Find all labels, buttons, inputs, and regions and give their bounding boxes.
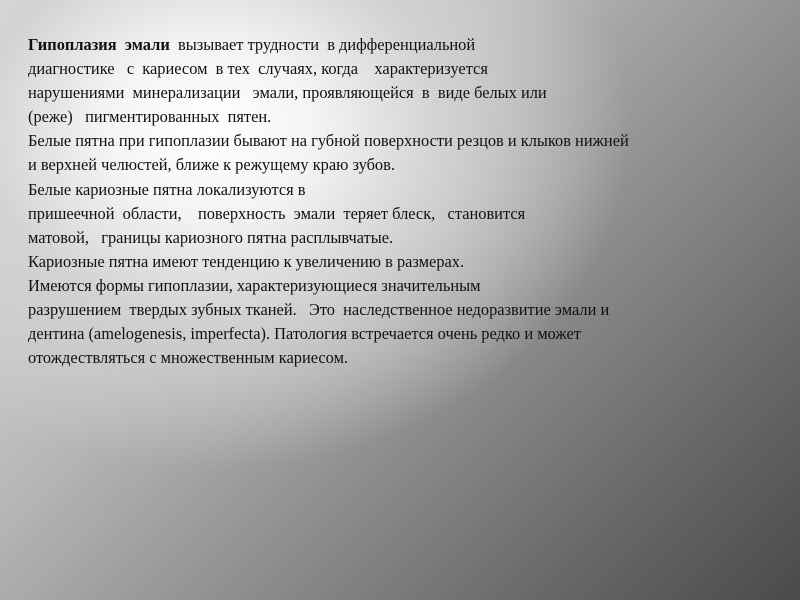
term-hypoplasia: Гипоплазия эмали [28, 35, 170, 54]
text-line: Имеются формы гипоплазии, характеризующиеся значительным [28, 275, 481, 295]
text-line: Белые кариозные пятна локализуются в [28, 179, 306, 199]
text-line: дентина (amelogenesis, imperfecta). Патология встречается очень редко и может [28, 324, 581, 344]
text-line: Кариозные пятна имеют тенденцию к увеличению в размерах. [28, 251, 465, 271]
text-line: (реже) пигментированных пятен. [28, 107, 272, 127]
slide-text-block [28, 33, 773, 370]
text-line: диагностике с кариесом в тех случаях, когда характеризуется [28, 59, 488, 79]
text-line: нарушениями минерализации эмали, проявляющейся в виде белых или [28, 83, 547, 103]
text-line: разрушением твердых зубных тканей. Это наследственное недоразвитие эмали и [28, 300, 610, 320]
text-line: отождествляться с множественным кариесом. [28, 348, 349, 368]
text-line: пришеечной области, поверхность эмали теряет блеск, становится [28, 203, 526, 223]
text-fragment: вызывает трудности в дифференциальной [169, 35, 476, 54]
text-line: и верхней челюстей, ближе к режущему краю зубов. [28, 155, 395, 175]
text-line [28, 33, 773, 57]
text-line: матовой, границы кариозного пятна расплывчатые. [28, 227, 394, 247]
text-line: Белые пятна при гипоплазии бывают на губной поверхности резцов и клыков нижней [28, 131, 629, 151]
